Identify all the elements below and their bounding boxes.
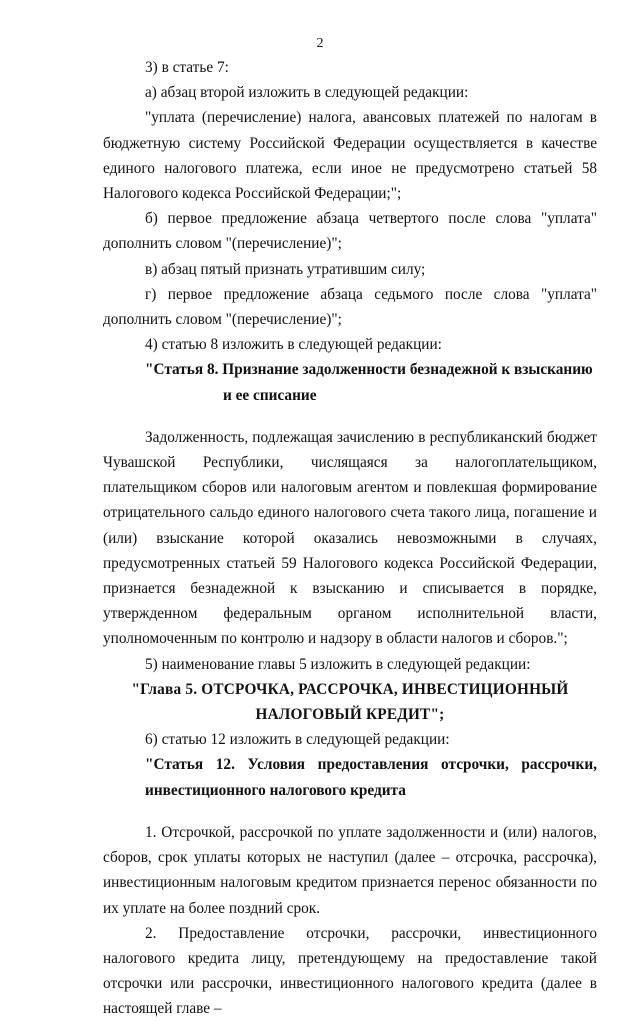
paragraph-article-7-intro: 3) в статье 7: xyxy=(145,59,229,76)
paragraph-article-8-intro: 4) статью 8 изложить в следующей редакции: xyxy=(145,336,442,354)
page-number: 2 xyxy=(316,36,324,51)
heading-article-8-line1: "Статья 8. Признание задолженности безнадежной к взысканию xyxy=(145,361,593,379)
paragraph-article-12-point-1: 1. Отсрочкой, рассрочкой по уплате задолженности и (или) налогов, сборов, срок уплаты которых не наступил (далее – отсрочка, рассрочка), инвестиционным налоговым кредитом признается перенос обязанности по их уплате на более поздний срок. xyxy=(103,823,597,917)
paragraph-quoted-payment: "уплата (перечисление) налога, авансовых платежей по налогам в бюджетную систему Российской Федерации осуществляется в качестве единого налогового платежа, если иное не предусмотрено статьей 58 Налогового кодекса Российской Федерации;"; xyxy=(103,109,597,203)
paragraph-item-b: б) первое предложение абзаца четвертого после слова "уплата" дополнить словом "(перечисление)"; xyxy=(103,210,597,253)
paragraph-article-12-point-2: 2. Предоставление отсрочки, рассрочки, инвестиционного налогового кредита лицу, претендующему на предоставление такой отсрочки или рассрочки, инвестиционного налогового кредита (далее в настоящей главе – xyxy=(103,924,597,1018)
heading-article-12: "Статья 12. Условия предоставления отсрочки, рассрочки, инвестиционного налогового кредита xyxy=(145,756,597,799)
heading-article-8-line2: и ее списание xyxy=(223,386,317,404)
paragraph-article-12-intro: 6) статью 12 изложить в следующей редакции: xyxy=(145,731,450,749)
spacer xyxy=(103,803,597,820)
paragraph-item-g: г) первое предложение абзаца седьмого после слова "уплата" дополнить словом "(перечисление)"; xyxy=(103,285,597,329)
document-body xyxy=(103,55,597,1022)
paragraph-item-v: в) абзац пятый признать утратившим силу; xyxy=(145,260,426,278)
paragraph-chapter-5-intro: 5) наименование главы 5 изложить в следующей редакции: xyxy=(145,655,531,673)
heading-article-8 xyxy=(103,357,597,407)
paragraph-item-a: а) абзац второй изложить в следующей редакции: xyxy=(145,84,469,102)
paragraph-article-8-text: Задолженность, подлежащая зачислению в республиканский бюджет Чувашской Республики, числящаяся за налогоплательщиком, плательщиком сборов или налоговым агентом и повлекшая формирование отрицательного сальдо единого налогового счета такого лица, погашение и (или) взыскание которой оказались невозможными в случаях, предусмотренных статьей 59 Налогового кодекса Российской Федерации, признается безнадежной к взысканию и списывается в порядке, утвержденном федеральным органом исполнительной власти, уполномоченным по контролю и надзору в области налогов и сборов."; xyxy=(103,428,597,648)
spacer xyxy=(103,408,597,425)
heading-chapter-5 xyxy=(103,677,597,727)
heading-chapter-5-line2: НАЛОГОВЫЙ КРЕДИТ"; xyxy=(255,706,445,724)
heading-chapter-5-line1: "Глава 5. ОТСРОЧКА, РАССРОЧКА, ИНВЕСТИЦИОННЫЙ xyxy=(131,680,569,698)
